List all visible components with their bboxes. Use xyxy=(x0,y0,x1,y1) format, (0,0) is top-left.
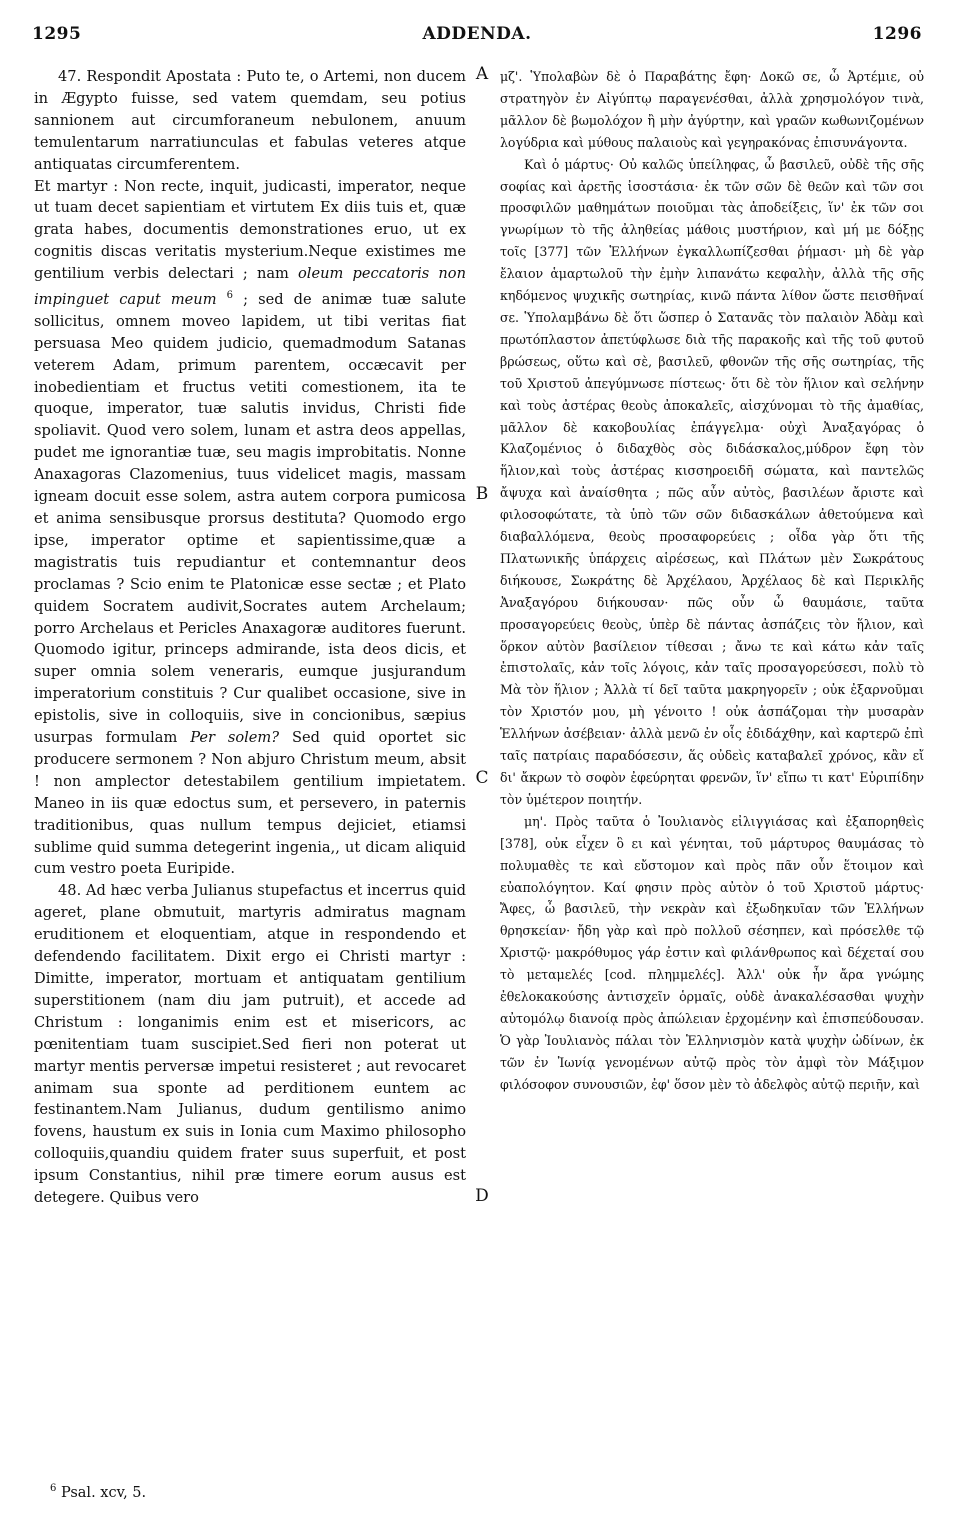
greek-column xyxy=(500,66,924,1096)
latin-paragraph-47b xyxy=(34,176,466,881)
section-marker-c: C xyxy=(475,768,489,788)
latin-column xyxy=(34,66,466,1209)
page-header xyxy=(32,24,922,54)
latin-text: ; sed de animæ tuæ salute sollicitus, omnem moveo lapidem, ut tibi veritas fiat persuasa Meo quidem judicio, quemadmodum Satanas veterem Adam, primum parentem, occæcavit per inobedientiam et fructus vetiti comestionem, ita te quoque, imperator, tuæ salutis invidus, Christi fide spoliavit. Quod vero solem, lunam et astra deos appellas, pudet me ignorantiæ tuæ, seu magis improbitatis. Nonne Anaxagoras Clazomenius, tuus videlicet magis, massam igneam docuit esse solem, astra autem corpora pumicosa et anima sensibusque prorsus destituta? Quomodo ergo ipse, imperator optime et sapientissime,quæ a magistratis tuis repudiantur et contemnantur deos proclamas ? Scio enim te Platonicæ esse sectæ ; et Plato quidem Socratem audivit,Socrates autem Archelaum; porro Archelaus et Pericles Anaxagoræ auditores fuerunt. Quomodo igitur, princeps admirande, ista deos dicis, et super omnia solem veneraris, eumque jusjurandum imperatorium constituis ? Cur qualibet occasione, sive in epistolis, sive in colloquiis, sive in concionibus, sæpius usurpas formulam xyxy=(34,290,466,747)
paragraph-number: μη'. xyxy=(524,813,547,829)
footnote xyxy=(50,1483,146,1501)
page-number-right: 1296 xyxy=(872,24,922,44)
page-number-left: 1295 xyxy=(32,24,82,44)
greek-paragraph-48 xyxy=(500,811,924,1096)
section-marker-d: D xyxy=(475,1186,489,1206)
paragraph-number: 47. xyxy=(58,68,82,85)
footnote-text: Psal. xcv, 5. xyxy=(60,1484,147,1501)
greek-text: Καὶ ὁ μάρτυς· Οὐ καλῶς ὑπείληφας, ὦ βασιλεῦ, οὐδὲ τῆς σῆς σοφίας καὶ ἀρετῆς ἰσοστάσια· ἐκ τῶν σῶν δὲ θεῶν καὶ τῶν σοι προσφιλῶν μαθημάτων ποιοῦμαι τὰς ἀποδείξεις, ἵν' ἐκ τῶν σοι γνωρίμων τὸ τῆς ἀληθείας μάθοις μυστήριον, καὶ μή με δόξῃς τοῖς [377] τῶν Ἑλλήνων ἐγκαλλωπίζεσθαι ῥήμασι· μὴ δὲ γὰρ ἔλαιον ἁμαρτωλοῦ τὴν ἐμὴν λιπανάτω κεφαλὴν, ἀλλὰ τῆς σῆς κηδόμενος ψυχικῆς σωτηρίας, κινῶ πάντα λίθον ὥστε πεισθῆναί σε. Ὑπολαμβάνω δὲ ὅτι ὥσπερ ὁ Σατανᾶς τὸν παλαιὸν Ἀδὰμ καὶ πρωτόπλαστον ἀπετύφλωσε διὰ τῆς παρακοῆς καὶ τῆς τοῦ φυτοῦ βρώσεως, οὕτω καὶ σὲ, βασιλεῦ, φθονῶν τῆς σῆς σωτηρίας, τῆς τοῦ Χριστοῦ ἀπεγύμνωσε πίστεως· ὅτι δὲ τὸν ἥλιον καὶ σελήνην καὶ τοὺς ἀστέρας θεοὺς ἀποκαλεῖς, αἰσχύνομαι τὸ τῆς ἀμαθίας, μᾶλλον δὲ κακοβουλίας ἐπάγγελμα· οὐχὶ Ἀναξαγόρας ὁ Κλαζομένιος ὁ διδαχθὸς σὸς διδάσκαλος,μύδρον ἔφη τὸν ἥλιον,καὶ τοὺς ἀστέρας κισσηροειδῆ σώματα, καὶ παντελῶς ἄψυχα καὶ ἀναίσθητα ; πῶς αὖν αὐτὸς, βασιλέων ἄριστε καὶ φιλοσοφώτατε, τὰ ὑπὸ τῶν σῶν διδασκάλων ἀθετούμενα καὶ διαβαλλόμενα, θεοὺς προσαφορεύεις ; οἶδα γὰρ ὅτι τῆς Πλατωνικῆς ὑπάρχεις αἱρέσεως, καὶ Πλάτων μὲν Σωκράτους διήκουσε, Σωκράτης δὲ Ἀρχέλαου, Ἀρχέλαος δὲ καὶ Περικλῆς Ἀναξαγόρου διήκουσαν· πῶς οὖν ὦ θαυμάσιε, ταῦτα προσαγορεύεις θεοὺς, ὑπὲρ δὲ πάντας ἀσπάζεις τὸν ἥλιον, καὶ ὅρκον αὐτὸν βασίλειον τίθεσαι ; ἄνω τε καὶ κάτω κἀν ταῖς ἐπιστολαῖς, κἀν τοῖς λόγοις, κἀν ταῖς προσαγορεύσεσι, πολὺ τὸ Μὰ τὸν ἥλιον ; Ἀλλὰ τί δεῖ ταῦτα μακρηγορεῖν ; οὐκ ἐξαρνοῦμαι τὸν Χριστόν μου, μὴ γένοιτο ! οὐκ ἀσπάζομαι τὴν μυσαρὰν Ἑλλήνων ἀσέβειαν· ἀλλὰ μενῶ ἐν οἷς ἐδιδάχθην, καὶ καρτερῶ ἐπὶ ταῖς πατρίαις παραδόσεσιν, ἅς οὐδεὶς καταβαλεῖ χρόνος, κἂν εἴ δι' ἄκρων τὸ σοφὸν ἐφεύρηται φρενῶν, ἵν' εἴπω τι κατ' Εὐριπίδην τὸν ὑμέτερον ποιητήν. xyxy=(500,156,924,807)
greek-text: Πρὸς ταῦτα ὁ Ἰουλιανὸς εἰλιγγιάσας καὶ ἐξαπορηθεὶς [378], οὐκ εἶχεν ὃ ει καὶ γένηται, τοῦ μάρτυρος θαυμάσας τὸ πολυμαθὲς τε καὶ εὔστομον καὶ πρὸς πᾶν οὖν ἕτοιμον καὶ εὐαπολόγητον. Καί φησιν πρὸς αὐτὸν ὁ τοῦ Χριστοῦ μάρτυς· Ἄφες, ὦ βασιλεῦ, τὴν νεκρὰν καὶ ἐξωδηκυῖαν τῶν Ἑλλήνων θρησκείαν· ἤδη γὰρ καὶ πρὸ πολλοῦ σέσηπεν, καὶ πρόσελθε τῷ Χριστῷ· μακρόθυμος γάρ ἐστιν καὶ φιλάνθρωπος καὶ δέχεταί σου τὸ μεταμελές [cod. πλημμελές]. Ἀλλ' οὐκ ἦν ἄρα γνώμης ἐθελοκακούσης ἀντισχεῖν ὁρμαῖς, οὐδὲ ἀνακαλέσασθαι ψυχὴν αὐτομόλῳ διανοίᾳ πρὸς ἀπώλειαν ἐρχομένην καὶ ἐπισπεύδουσαν. Ὁ γὰρ Ἰουλιανὸς πάλαι τὸν Ἑλληνισμὸν κατὰ ψυχὴν ὠδίνων, ἐκ τῶν ἐν Ἰωνίᾳ γενομένων αὐτῷ πρὸς τὸν ἀμφὶ τὸν Μάξιμον φιλόσοφον συνουσιῶν, ἐφ' ὅσον μὲν τὸ ἀδελφὸς αὐτῷ περιῆν, καὶ xyxy=(500,813,924,1092)
latin-text: Ad hæc verba Julianus stupefactus et incerrus quid ageret, plane obmutuit, martyris admiratus magnam eruditionem et eloquentiam, atque in respondendo et defendendo facilitatem. Dixit ergo ei Christi martyr : Dimitte, imperator, mortuam et antiquatam gentilium superstitionem (nam diu jam putruit), et accede ad Christum : longanimis enim est et misericors, ac pœnitentiam tuam suscipiet.Sed fieri non poterat ut martyr mentis perversæ impetui resisteret ; aut revocaret animam sua sponte ad perditionem euntem ac festinantem.Nam Julianus, dudum gentilismo animo fovens, haustum ex suis in Ionia cum Maximo philosopho colloquiis,quandiu quidem frater suus superfuit, et post ipsum Constantius, nihil præ timere eorum ausus est detegere. Quibus vero xyxy=(34,882,467,1207)
greek-paragraph-47b xyxy=(500,154,924,811)
section-marker-a: A xyxy=(475,64,489,84)
latin-text: Respondit Apostata : Puto te, o Artemi, non ducem in Ægypto fuisse, sed vatem quemdam, seu potius sannionem aut circumforaneum nebulonem, anuum temulentarum narratiunculas et fabulas veteres atque antiquatas circumferentem. xyxy=(34,68,467,173)
greek-paragraph-47a xyxy=(500,66,924,154)
paragraph-number: 48. xyxy=(58,882,82,900)
latin-text: Sed quid oportet sic producere sermonem ? Non abjuro Christum meum, absit ! non amplector detestabilem gentilium impietatem. Maneo in iis quæ edoctus sum, et persevero, in paternis traditionibus, quas nullum tempus dejiciet, etiamsi sublime quid summa detegerint ingenia,, ut dicam aliquid cum vestro poeta Euripide. xyxy=(34,729,466,878)
latin-quotation: Per solem? xyxy=(190,729,280,747)
latin-paragraph-47a xyxy=(34,66,466,176)
latin-text: Et martyr : Non recte, inquit, judicasti, imperator, neque ut tuam decet sapientiam et virtutem Ex diis tuis et, quæ grata habes, documentis demonstrationes eruo, ut ex cognitis discas veritatis mysterium.Neque existimes me gentilium verbis delectari ; nam xyxy=(34,177,466,283)
greek-text: Ὑπολαβὼν δὲ ὁ Παραβάτης ἔφη· Δοκῶ σε, ὦ Ἀρτέμιε, οὐ στρατηγὸν ἐν Αἰγύπτῳ παραγενέσθαι, ἀλλὰ χρησμολόγον τινὰ, μᾶλλον δὲ βωμολόχον ἢ μὴν ἀγύρτην, καὶ γραῶν κωθωνιζομένων λογύδρια καὶ μύθους παλαιοὺς καὶ γεγηρακόνας ἐπισυνάγοντα. xyxy=(500,69,924,150)
running-title: ADDENDA. xyxy=(422,24,532,44)
paragraph-number: μζ'. xyxy=(500,69,523,84)
footnote-mark: 6 xyxy=(50,1483,57,1494)
latin-quotation: oleum peccatoris non impinguet caput meum xyxy=(34,265,466,308)
footnote-reference: 6 xyxy=(226,290,234,302)
latin-paragraph-48 xyxy=(34,880,466,1209)
section-marker-b: B xyxy=(475,484,489,504)
